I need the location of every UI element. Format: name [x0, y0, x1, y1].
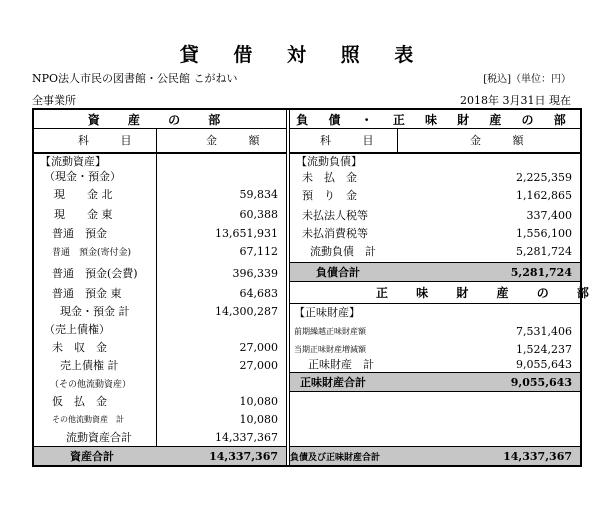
- row-amount: 14,337,367: [215, 430, 278, 444]
- table-row: [34, 284, 286, 302]
- table-row: [290, 186, 580, 204]
- table-row: [34, 338, 286, 356]
- net-assets-total-amount: 9,055,643: [510, 375, 572, 389]
- table-row: [290, 356, 580, 372]
- col-amount-label: 金 額: [206, 134, 274, 147]
- table-row: [34, 184, 286, 204]
- table-row: [34, 242, 286, 260]
- table-row: [34, 374, 286, 392]
- assets-total-amount: 14,337,367: [209, 449, 278, 463]
- row-amount: 5,281,724: [516, 244, 572, 258]
- assets-total-row: [34, 446, 286, 465]
- row-label: 現金・預金 計: [60, 305, 130, 318]
- row-label: 現 金 東: [54, 208, 113, 221]
- row-label: 預 り 金: [302, 189, 357, 202]
- row-label: 普通 預金(会費): [52, 267, 138, 280]
- table-row: [34, 262, 286, 284]
- assets-section: [34, 110, 286, 465]
- liabilities-total-row: [290, 262, 580, 282]
- row-label: 未払法人税等: [302, 209, 368, 222]
- row-label: 普通 預金 東: [52, 287, 122, 300]
- scope-label: 全事業所: [32, 94, 76, 107]
- row-label: 【正味財産】: [294, 306, 360, 319]
- liabilities-total-amount: 5,281,724: [510, 265, 572, 279]
- net-assets-header-label: 正 味 財 産 の 部: [376, 286, 601, 300]
- row-amount: 9,055,643: [516, 357, 572, 371]
- col-item-label: 科 目: [320, 134, 388, 147]
- liabilities-section-header: 負 債 ・ 正 味 財 産 の 部: [290, 110, 580, 129]
- table-row: [290, 322, 580, 340]
- table-row: [34, 168, 286, 184]
- table-row: [34, 204, 286, 224]
- row-amount: 10,080: [239, 412, 278, 426]
- table-row: [34, 302, 286, 320]
- row-amount: 27,000: [239, 340, 278, 354]
- table-row: [290, 206, 580, 224]
- row-amount: 64,683: [239, 286, 278, 300]
- table-row: [290, 224, 580, 242]
- grand-total-row: [290, 446, 580, 465]
- balance-sheet: [32, 108, 601, 467]
- table-row: [290, 168, 580, 186]
- row-label: 未 払 金: [302, 171, 357, 184]
- assets-section-header: 資 産 の 部: [34, 110, 286, 129]
- table-row: [34, 154, 286, 168]
- row-amount: 14,300,287: [215, 304, 278, 318]
- row-label: 現 金 北: [54, 188, 113, 201]
- assets-column-header: [34, 128, 286, 154]
- row-label: （現金・預金）: [44, 170, 121, 183]
- row-label: 流動資産合計: [66, 431, 132, 444]
- table-row: [290, 154, 580, 168]
- page-title: 貸 借 対 照 表: [179, 44, 428, 66]
- as-of-date: 2018年 3月31日 現在: [460, 94, 571, 107]
- assets-total-label: 資産合計: [70, 450, 114, 463]
- row-label: その他流動資産 計: [52, 414, 124, 424]
- row-label: 売上債権 計: [60, 359, 119, 372]
- table-row: [34, 410, 286, 428]
- grand-total-label: 負債及び正味財産合計: [290, 452, 381, 463]
- row-label: 前期繰越正味財産額: [294, 326, 366, 336]
- row-label: 流動負債 計: [310, 245, 376, 258]
- net-assets-section-header: [290, 282, 601, 304]
- row-label: （その他流動資産）: [50, 379, 132, 390]
- row-label: 未 収 金: [52, 341, 107, 354]
- row-label: 正味財産 計: [308, 358, 374, 371]
- tax-unit-note: [税込]（単位：円）: [483, 74, 571, 85]
- liabilities-total-label: 負債合計: [316, 266, 360, 279]
- net-assets-total-row: [290, 372, 580, 392]
- row-label: 仮 払 金: [52, 395, 107, 408]
- row-amount: 1,524,237: [516, 342, 572, 356]
- liabilities-column-divider: [397, 128, 398, 152]
- table-row: [290, 304, 580, 320]
- table-row: [34, 356, 286, 374]
- table-row: [290, 242, 580, 260]
- row-amount: 7,531,406: [516, 324, 572, 338]
- row-label: （売上債権）: [44, 323, 110, 336]
- table-row: [34, 320, 286, 338]
- row-amount: 396,339: [232, 266, 278, 280]
- col-amount-label: 金 額: [470, 134, 538, 147]
- liabilities-column-header: [290, 128, 580, 154]
- row-amount: 13,651,931: [215, 226, 278, 240]
- row-label: 普通 預金: [52, 227, 107, 240]
- row-amount: 59,834: [239, 187, 278, 201]
- row-label: 普通 預金(寄付金): [52, 247, 132, 258]
- row-amount: 10,080: [239, 394, 278, 408]
- row-amount: 2,225,359: [516, 170, 572, 184]
- net-assets-total-label: 正味財産合計: [300, 376, 366, 389]
- row-label: 【流動負債】: [296, 155, 362, 168]
- row-amount: 60,388: [239, 207, 278, 221]
- row-amount: 337,400: [526, 208, 572, 222]
- table-row: [34, 224, 286, 242]
- col-item-label: 科 目: [78, 134, 146, 147]
- liabilities-section: [290, 110, 601, 465]
- row-label: 【流動資産】: [40, 155, 106, 168]
- table-row: [34, 428, 286, 446]
- row-amount: 67,112: [239, 244, 278, 258]
- row-label: 未払消費税等: [302, 227, 368, 240]
- organization-name: NPO法人市民の図書館・公民館 こがねい: [32, 72, 238, 85]
- row-amount: 1,556,100: [516, 226, 572, 240]
- grand-total-amount: 14,337,367: [503, 449, 572, 463]
- row-amount: 1,162,865: [516, 188, 572, 202]
- row-label: 当期正味財産増減額: [294, 344, 366, 354]
- row-amount: 27,000: [239, 358, 278, 372]
- table-row: [34, 392, 286, 410]
